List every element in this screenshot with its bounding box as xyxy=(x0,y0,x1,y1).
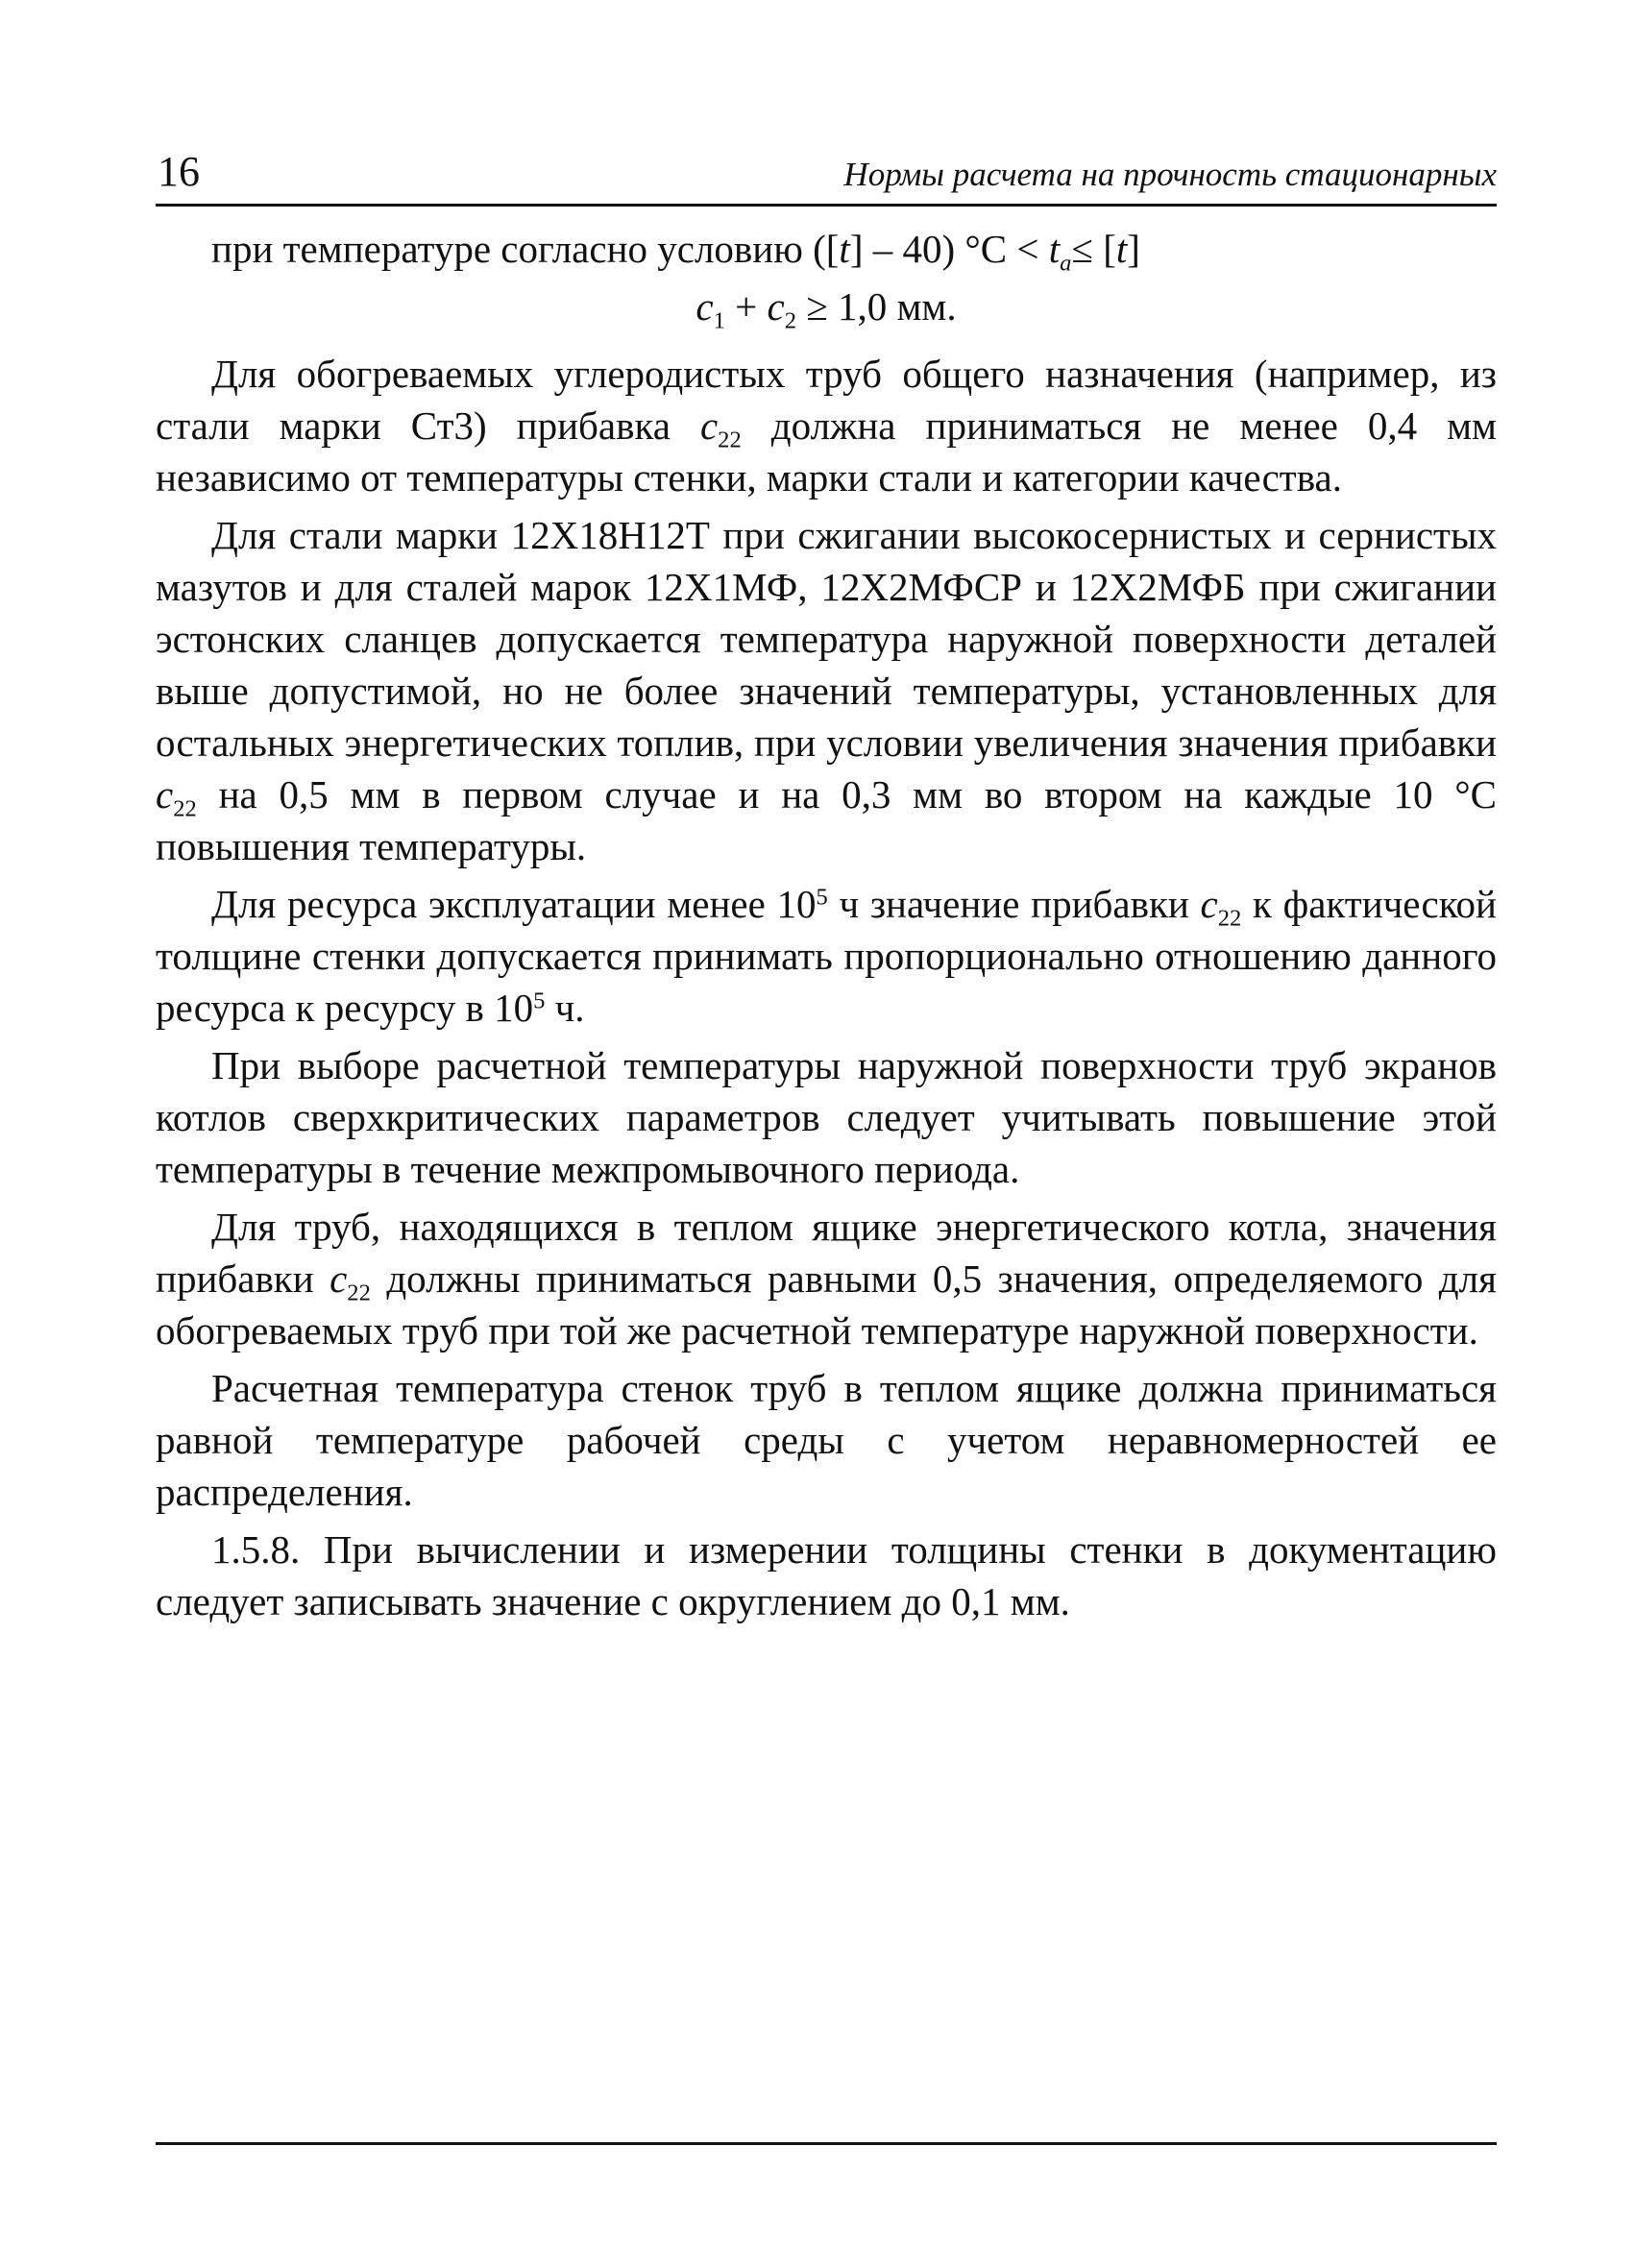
paragraph-service-life: Для ресурса эксплуатации менее $10^5$ ч значение прибавки $c_{22}$ к фактической толщине стенки допускается принимать пропорционально отношению данного ресурса к ресурсу в $10^5$ ч. xyxy=(156,882,1497,1030)
paragraph-warm-box: Для труб, находящихся в теплом ящике энергетического котла, значения прибавки $c_{22}$ должны приниматься равными 0,5 значения, определяемого для обогреваемых труб при той же расчетной температуре наружной поверхности. xyxy=(156,1205,1497,1353)
paragraph-1-5-8: 1.5.8. При вычислении и измерении толщины стенки в документацию следует записывать значение с округлением до 0,1 мм. xyxy=(156,1527,1497,1623)
paragraph-carbon-pipes: Для обогреваемых углеродистых труб общего назначения (например, из стали марки Ст3) прибавка $c_{22}$ должна приниматься не менее 0,4 мм независимо от температуры стенки, марки стали и категории качества. xyxy=(156,352,1497,500)
running-title: Нормы расчета на прочность стационарных xyxy=(843,156,1497,193)
body-text xyxy=(156,223,1497,1633)
allowance-formula: $c_1 + c_2 \ge 1,0$ мм. xyxy=(695,284,957,334)
paragraph-warm-box-temperature: Расчетная температура стенок труб в теплом ящике должна приниматься равной температуре рабочей среды с учетом неравномерностей ее распределения. xyxy=(156,1366,1497,1514)
temperature-condition: при температуре согласно условию ([t] – 40) $^\circ С < t_a\le [t]$ xyxy=(211,227,1140,277)
paragraph-steel-grades: Для стали марки 12Х18Н12Т при сжигании высокосернистых и сернистых мазутов и для сталей марок 12Х1МФ, 12Х2МФСР и 12Х2МФБ при сжигании эстонских сланцев допускается температура наружной поверхности деталей выше допустимой, но не более значений температуры, установленных для остальных энергетических топлив, при условии увеличения значения прибавки $c_{22}$ на 0,5 мм в первом случае и на 0,3 мм во втором на каждые 10 °С повышения температуры. xyxy=(156,513,1497,868)
footer-rule xyxy=(156,2142,1497,2145)
running-header xyxy=(156,144,1497,207)
page-number: 16 xyxy=(158,148,200,195)
paragraph-supercritical-boilers: При выборе расчетной температуры наружной поверхности труб экранов котлов сверхкритических параметров следует учитывать повышение этой температуры в течение межпромывочного периода. xyxy=(156,1043,1497,1191)
